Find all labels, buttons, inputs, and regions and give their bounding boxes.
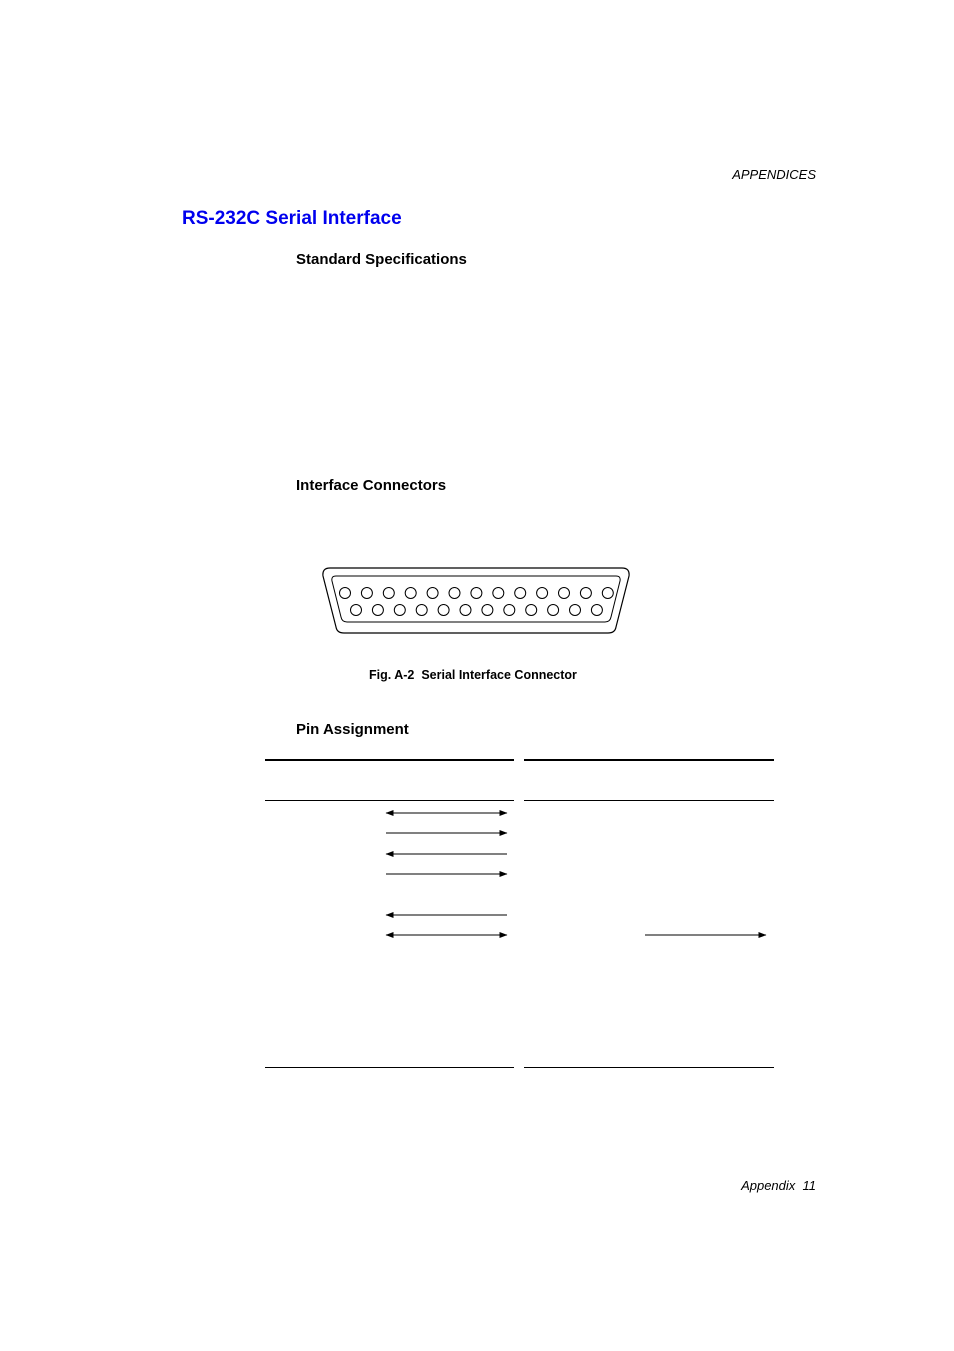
section-title: RS-232C Serial Interface	[182, 208, 402, 229]
subhead-pin-assignment: Pin Assignment	[296, 721, 409, 738]
figure-caption: Fig. A-2 Serial Interface Connector	[369, 668, 577, 682]
running-header: APPENDICES	[732, 167, 816, 182]
subhead-interface-connectors: Interface Connectors	[296, 477, 447, 494]
page-footer: Appendix 11	[741, 1178, 816, 1193]
subhead-standard-specifications: Standard Specifications	[296, 251, 467, 268]
